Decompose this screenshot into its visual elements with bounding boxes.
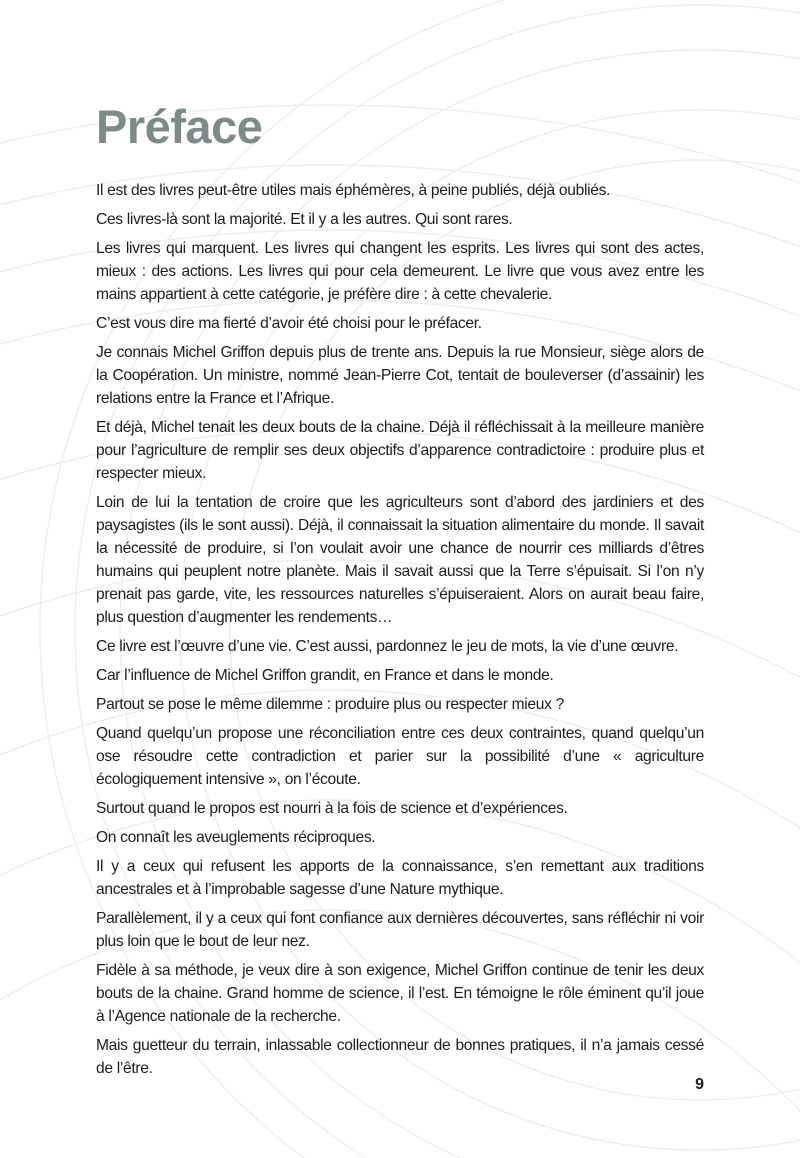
paragraph: Ces livres-là sont la majorité. Et il y a les autres. Qui sont rares.: [96, 211, 513, 228]
paragraph: Surtout quand le propos est nourri à la fois de science et d’expériences.: [96, 800, 568, 817]
paragraph: Je connais Michel Griffon depuis plus de trente ans. Depuis la rue Monsieur, siège alors de la Coopération. Un ministre, nommé Jean-Pierre Cot, tentait de bouleverser (d’assainir) les relations entre la France et l’Afrique.: [96, 344, 704, 407]
paragraph: On connaît les aveuglements réciproques.: [96, 829, 376, 846]
paragraph: Fidèle à sa méthode, je veux dire à son exigence, Michel Griffon continue de tenir les deux bouts de la chaine. Grand homme de science, il l’est. En témoigne le rôle éminent qu’il joue à l’Agence nationale de la recherche.: [96, 962, 704, 1025]
paragraph: Et déjà, Michel tenait les deux bouts de la chaine. Déjà il réfléchissait à la meilleure manière pour l’agriculture de remplir ses deux objectifs d’apparence contradictoire : produire plus et respecter mieux.: [96, 419, 704, 482]
paragraph: Partout se pose le même dilemme : produire plus ou respecter mieux ?: [96, 696, 564, 713]
page-number: 9: [695, 1076, 704, 1093]
page-title: Préface: [96, 100, 263, 153]
paragraph: Il y a ceux qui refusent les apports de la connaissance, s’en remettant aux traditions ancestrales et à l’improbable sagesse d’une Nature mythique.: [96, 858, 704, 898]
paragraph: Ce livre est l’œuvre d’une vie. C’est aussi, pardonnez le jeu de mots, la vie d’une œuvre.: [96, 638, 679, 655]
paragraph: C’est vous dire ma fierté d’avoir été choisi pour le préfacer.: [96, 315, 482, 332]
paragraph: Quand quelqu’un propose une réconciliation entre ces deux contraintes, quand quelqu’un ose résoudre cette contradiction et parier sur la possibilité d’une « agriculture écologiquement intensive », on l’écoute.: [96, 725, 704, 788]
page-content: [96, 100, 704, 1086]
paragraph: Car l’influence de Michel Griffon grandit, en France et dans le monde.: [96, 667, 554, 684]
paragraph: Mais guetteur du terrain, inlassable collectionneur de bonnes pratiques, il n’a jamais cessé de l’être.: [96, 1037, 704, 1077]
preface-text: [96, 179, 704, 1080]
paragraph: Les livres qui marquent. Les livres qui changent les esprits. Les livres qui sont des actes, mieux : des actions. Les livres qui pour cela demeurent. Le livre que vous avez entre les mains appartient à cette catégorie, je préfère dire : à cette chevalerie.: [96, 240, 704, 303]
paragraph: Parallèlement, il y a ceux qui font confiance aux dernières découvertes, sans réfléchir ni voir plus loin que le bout de leur nez.: [96, 910, 704, 950]
paragraph: Loin de lui la tentation de croire que les agriculteurs sont d’abord des jardiniers et des paysagistes (ils le sont aussi). Déjà, il connaissait la situation alimentaire du monde. Il savait la nécessité de produire, si l’on voulait avoir une chance de nourrir ces milliards d’êtres humains qui peuplent notre planète. Mais il savait aussi que la Terre s’épuisait. Si l’on n’y prenait pas garde, vite, les ressources naturelles s’épuiseraient. Alors on aurait beau faire, plus question d’augmenter les rendements…: [96, 494, 704, 626]
paragraph: Il est des livres peut-être utiles mais éphémères, à peine publiés, déjà oubliés.: [96, 182, 611, 199]
